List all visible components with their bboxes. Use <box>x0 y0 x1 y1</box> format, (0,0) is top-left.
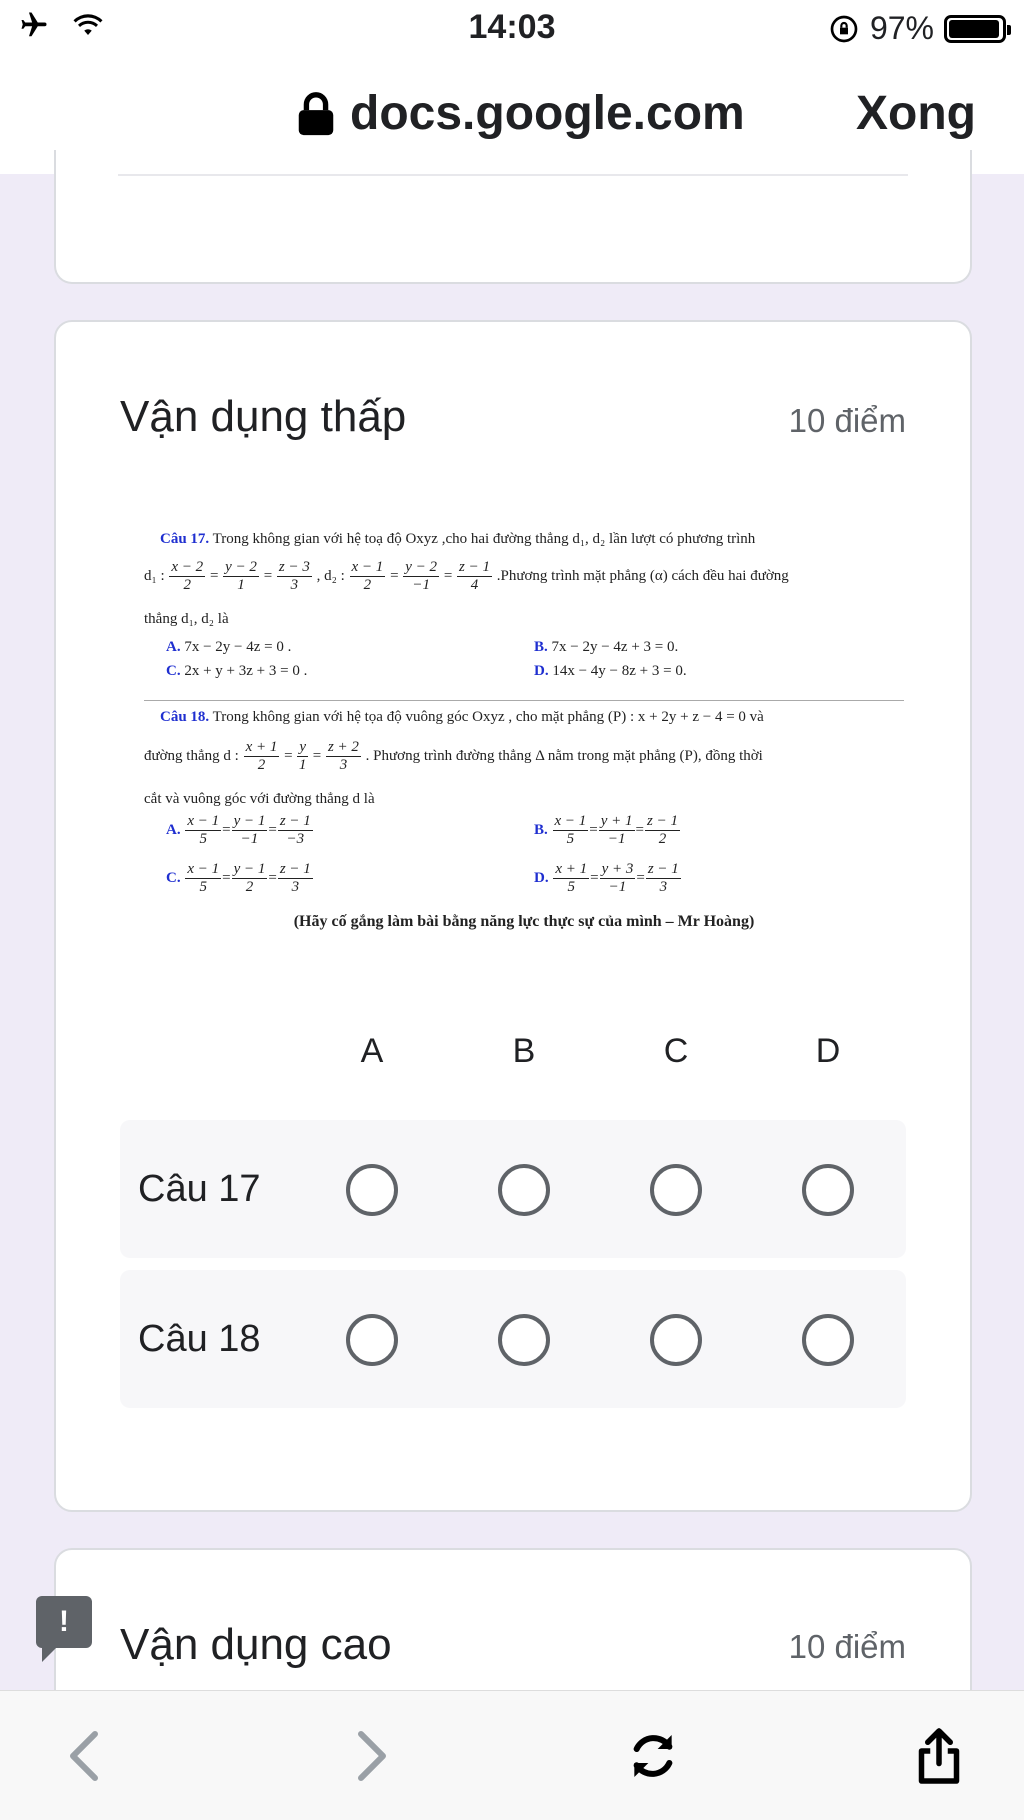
row-label: Câu 18 <box>138 1318 261 1360</box>
grid-column-headers <box>56 1032 974 1082</box>
column-header-d: D <box>815 1032 841 1070</box>
fraction: $\frac{z - 3}{3}$ <box>278 559 310 593</box>
clock: 14:03 <box>468 8 556 46</box>
grid-row-cau-18 <box>120 1270 906 1408</box>
card-divider <box>118 174 908 176</box>
previous-question-card <box>54 150 972 284</box>
reload-button[interactable] <box>618 1721 688 1791</box>
radio-cau18-c[interactable] <box>650 1314 702 1366</box>
q18-option-a: A. $\frac{x - 1}{5}$ = $\frac{y - 1}{-1}$ = $\frac{z - 1}{-3}$ <box>166 813 311 847</box>
report-feedback-icon[interactable]: ! <box>36 1596 92 1648</box>
fraction: $\frac{z + 2}{3}$ <box>327 739 359 773</box>
share-button[interactable] <box>904 1721 974 1791</box>
question-image <box>144 532 904 952</box>
address-display[interactable] <box>296 86 745 141</box>
question-points: 10 điểm <box>788 1628 906 1665</box>
fraction: $\frac{y - 2}{1}$ <box>225 559 257 593</box>
question-title: Vận dụng thấp <box>120 392 407 441</box>
column-header-a: A <box>360 1032 384 1070</box>
radio-cau17-b[interactable] <box>498 1164 550 1216</box>
status-right <box>828 10 1006 47</box>
question-points: 10 điểm <box>788 402 906 439</box>
radio-cau17-c[interactable] <box>650 1164 702 1216</box>
chevron-right-icon <box>351 1730 391 1782</box>
radio-cau18-d[interactable] <box>802 1314 854 1366</box>
q17-line-1: Câu 17. Trong không gian với hệ toạ độ Oxyz ,cho hai đường thẳng d₁, d₂ lần lượt có phương trình <box>160 531 756 547</box>
column-header-c: C <box>663 1032 689 1070</box>
q18-option-d: D. $\frac{x + 1}{5}$ = $\frac{y + 3}{-1}$ = $\frac{z - 1}{3}$ <box>534 861 679 895</box>
q18-line-3: cắt và vuông góc với đường thẳng d là <box>144 791 375 807</box>
status-bar <box>0 0 1024 56</box>
author-note: (Hãy cố gắng làm bài bằng năng lực thực sự của mình – Mr Hoàng) <box>293 913 755 930</box>
question-card <box>54 320 972 1512</box>
q17-option-b: B. 7x − 2y − 4z + 3 = 0. <box>534 639 679 655</box>
battery-icon <box>944 15 1006 43</box>
refresh-icon <box>625 1728 681 1784</box>
share-icon <box>914 1726 964 1786</box>
battery-fill <box>949 20 999 38</box>
q17-line-2: d₁ : $\frac{x - 2}{2}$ = $\frac{y - 2}{1}$ = $\frac{z - 3}{3}$ , d₂ : $\frac{x - 1}{2}$ = $\frac{y - 2}{-1}$ = $\frac{z - 1}{4}$ .Phương trình mặt phẳng (α) cách đều hai đường <box>144 559 789 593</box>
url-text: docs.google.com <box>350 87 745 140</box>
question-title: Vận dụng cao <box>120 1620 392 1669</box>
chevron-left-icon <box>65 1730 105 1782</box>
q17-option-d: D. 14x − 4y − 8z + 3 = 0. <box>534 663 687 679</box>
battery-percent: 97% <box>869 10 934 46</box>
done-button[interactable]: Xong <box>856 87 976 140</box>
radio-cau17-a[interactable] <box>346 1164 398 1216</box>
question-separator <box>144 700 904 701</box>
orientation-lock-icon <box>828 13 860 45</box>
fraction: $\frac{x + 1}{2}$ <box>245 739 278 773</box>
forward-button[interactable] <box>336 1721 406 1791</box>
q17-option-a: A. 7x − 2y − 4z = 0 . <box>166 639 292 655</box>
back-button[interactable] <box>50 1721 120 1791</box>
fraction: $\frac{x - 2}{2}$ <box>171 559 204 593</box>
column-header-b: B <box>512 1032 536 1070</box>
fraction: $\frac{x - 1}{2}$ <box>351 559 384 593</box>
radio-cau18-a[interactable] <box>346 1314 398 1366</box>
browser-toolbar <box>0 1690 1024 1820</box>
row-label: Câu 17 <box>138 1168 261 1210</box>
q18-option-c: C. $\frac{x - 1}{5}$ = $\frac{y - 1}{2}$ = $\frac{z - 1}{3}$ <box>166 861 311 895</box>
lock-icon <box>296 91 336 137</box>
grid-row-cau-17 <box>120 1120 906 1258</box>
q17-line-3: thẳng d₁, d₂ là <box>144 611 229 627</box>
fraction: $\frac{y - 2}{-1}$ <box>405 559 438 593</box>
q18-line-2: đường thẳng d : $\frac{x + 1}{2}$ = $\frac{y}{1}$ = $\frac{z + 2}{3}$ . Phương trình đường thẳng Δ nằm trong mặt phẳng (P), đồng thời <box>144 739 763 773</box>
radio-cau18-b[interactable] <box>498 1314 550 1366</box>
q18-line-1: Câu 18. Trong không gian với hệ tọa độ vuông góc Oxyz , cho mặt phẳng (P) : x + 2y + z − 4 = 0 và <box>160 709 764 725</box>
fraction: $\frac{y}{1}$ <box>298 739 307 773</box>
q18-option-b: B. $\frac{x - 1}{5}$ = $\frac{y + 1}{-1}$ = $\frac{z - 1}{2}$ <box>534 813 678 847</box>
q17-option-c: C. 2x + y + 3z + 3 = 0 . <box>166 663 308 679</box>
radio-cau17-d[interactable] <box>802 1164 854 1216</box>
fraction: $\frac{z - 1}{4}$ <box>459 559 490 593</box>
